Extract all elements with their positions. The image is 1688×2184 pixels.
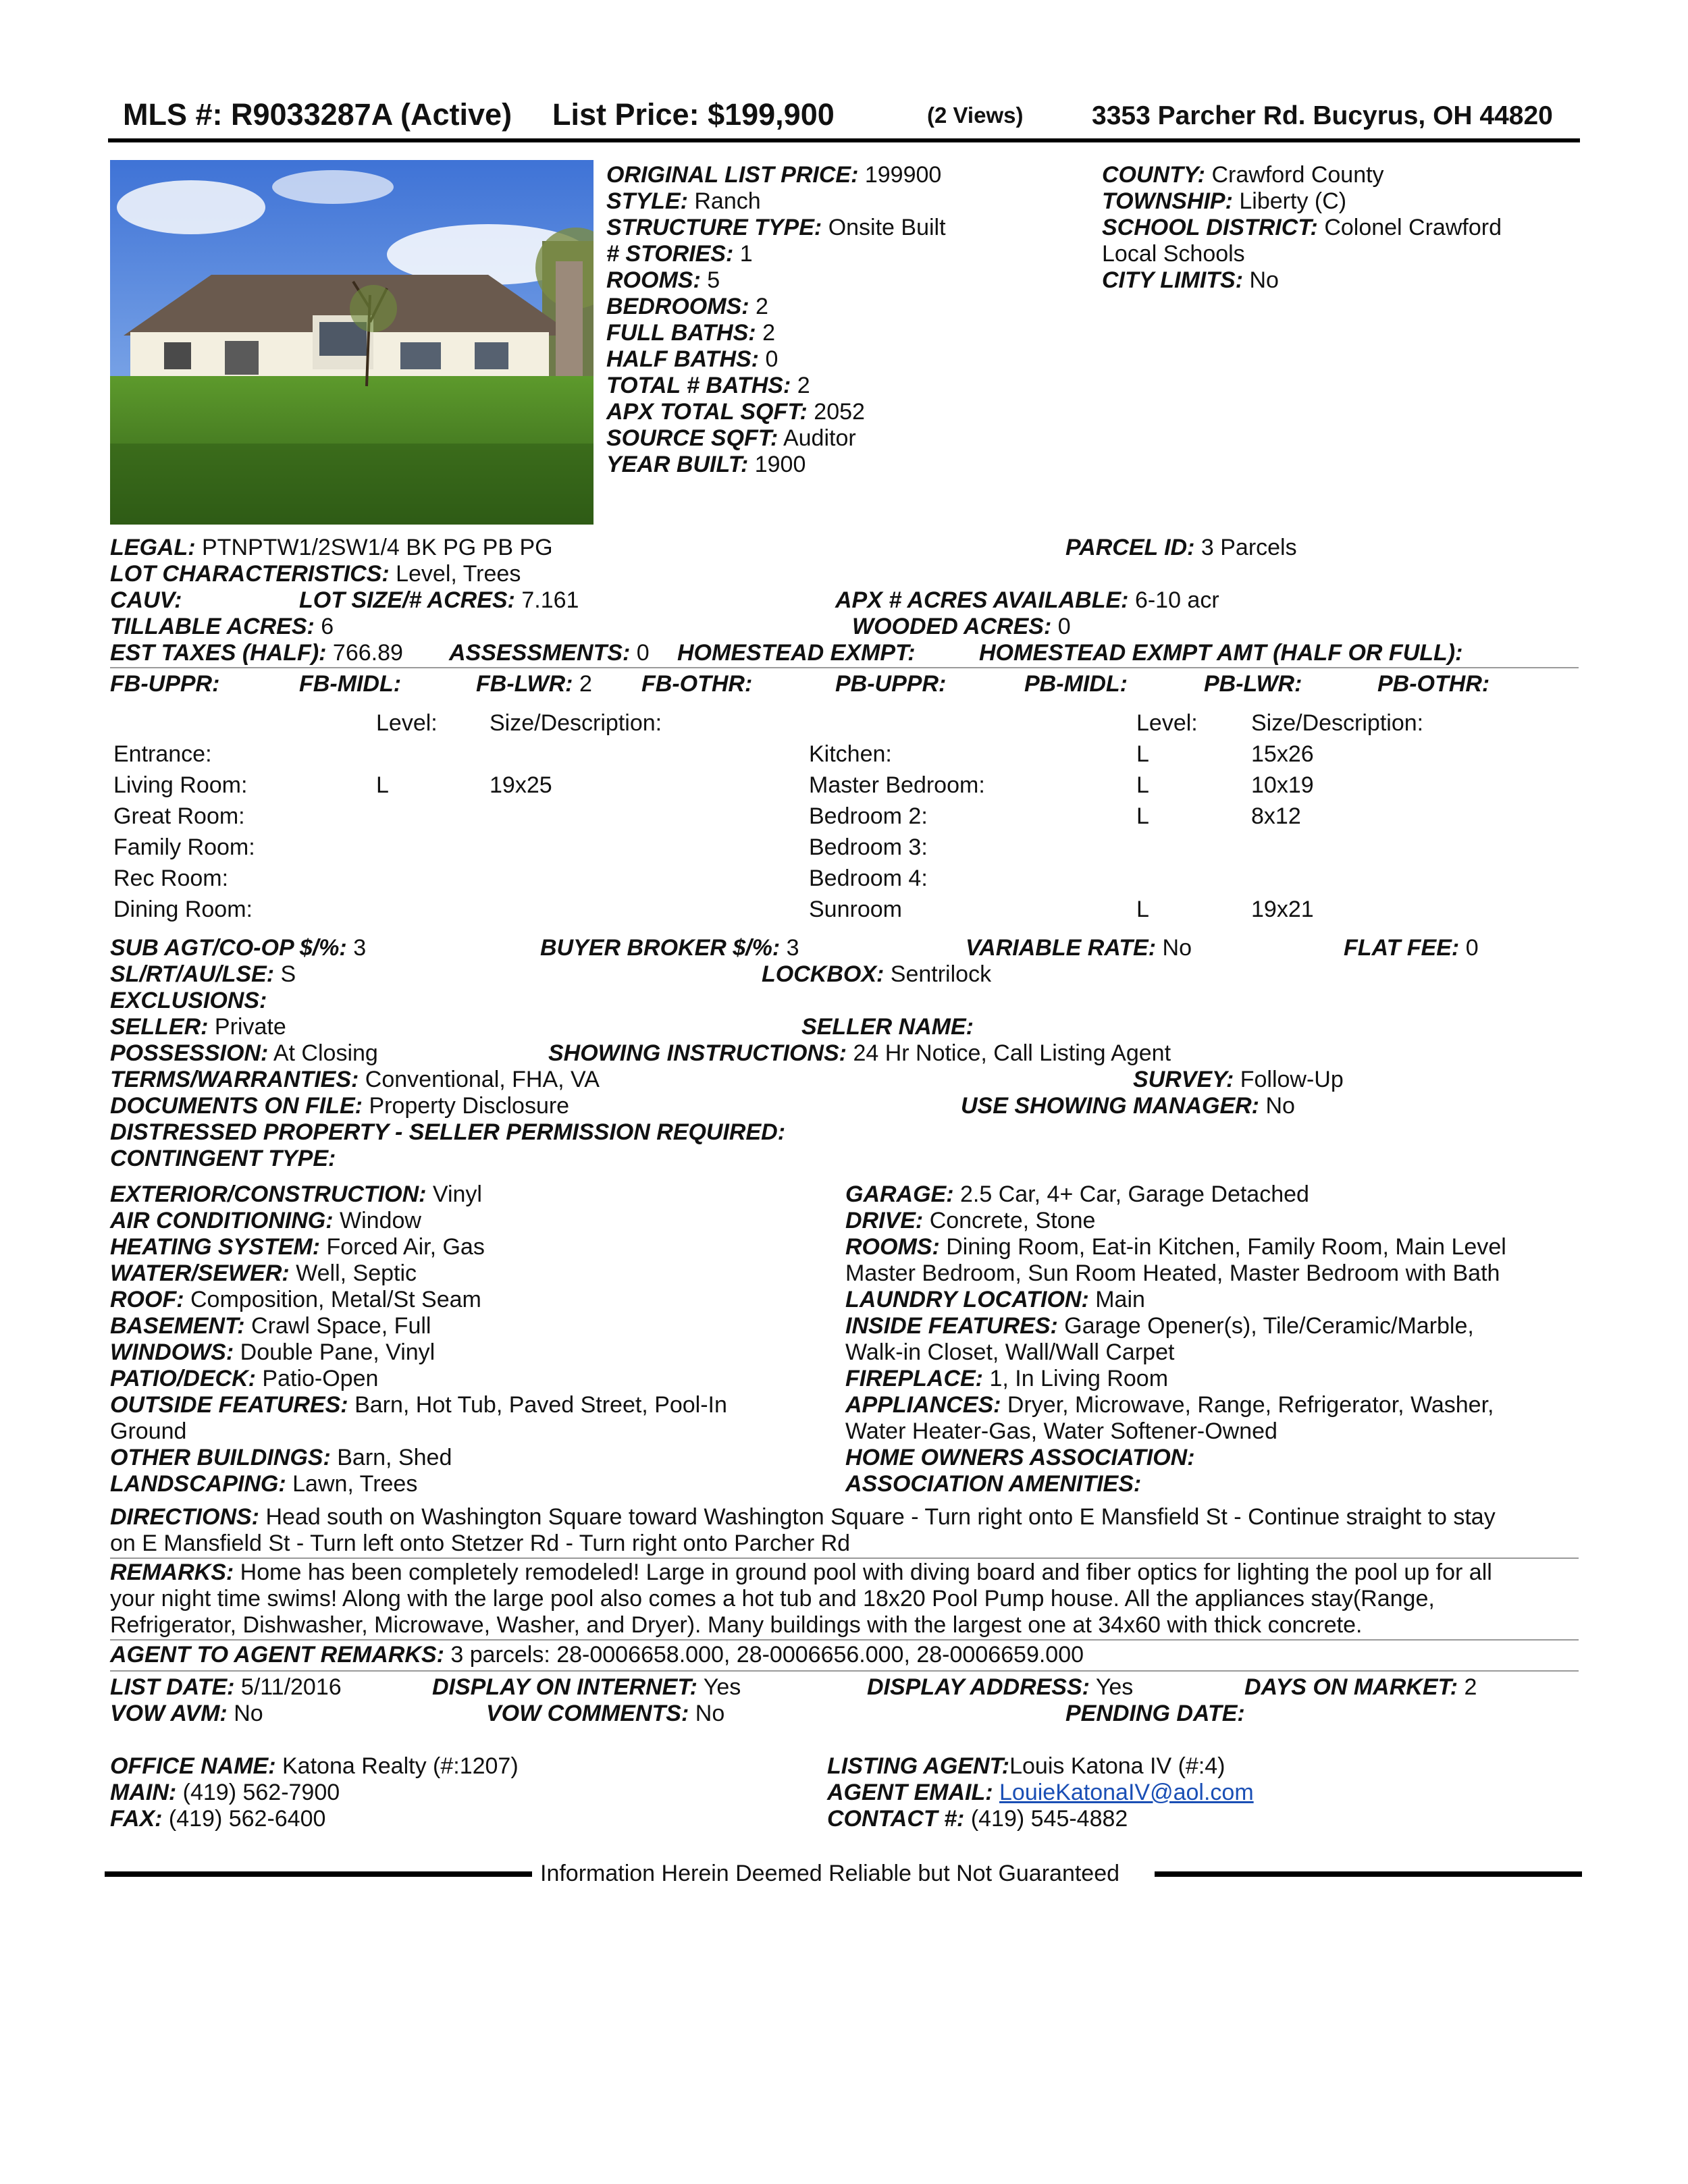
outside-features: OUTSIDE FEATURES: Barn, Hot Tub, Paved Street, Pool-In [110,1392,727,1418]
terms-warranties: TERMS/WARRANTIES: Conventional, FHA, VA [110,1067,600,1092]
landscaping: LANDSCAPING: Lawn, Trees [110,1471,418,1497]
footer-rule-left [105,1871,532,1877]
parcel-id: PARCEL ID: 3 Parcels [1065,535,1297,560]
distressed-property: DISTRESSED PROPERTY - SELLER PERMISSION REQUIRED: [110,1119,786,1145]
display-address: DISPLAY ADDRESS: Yes [867,1674,1134,1700]
wooded-acres: WOODED ACRES: 0 [852,614,1071,639]
room-name: Family Room: [113,834,255,860]
water-sewer: WATER/SEWER: Well, Septic [110,1260,417,1286]
lockbox: LOCKBOX: Sentrilock [762,961,992,987]
rooms-features-cont: Master Bedroom, Sun Room Heated, Master Bedroom with Bath [845,1260,1500,1286]
assessments: ASSESSMENTS: 0 [449,640,650,666]
detail-full-baths: FULL BATHS: 2 [606,320,775,346]
roof: ROOF: Composition, Metal/St Seam [110,1287,481,1312]
room-size [1251,863,1314,894]
garage: GARAGE: 2.5 Car, 4+ Car, Garage Detached [845,1181,1309,1207]
lot-size: LOT SIZE/# ACRES: 7.161 [299,587,579,613]
header-rule [108,138,1580,142]
room-size [490,863,552,894]
room-level [1136,863,1149,894]
listing-agent: LISTING AGENT:Louis Katona IV (#:4) [827,1753,1225,1779]
fireplace: FIREPLACE: 1, In Living Room [845,1366,1169,1391]
pb-lwr: PB-LWR: [1204,671,1302,697]
room-level [376,801,389,832]
detail-school-district-cont: Local Schools [1102,241,1245,267]
lot-divider [110,667,1579,668]
location-details [1102,162,1502,294]
detail-city-limits: CITY LIMITS: No [1102,267,1279,293]
fb-othr: FB-OTHR: [641,671,753,697]
rooms-size-header: Size/Description: [490,710,662,736]
lot-characteristics: LOT CHARACTERISTICS: Level, Trees [110,561,521,587]
possession: POSSESSION: At Closing [110,1040,378,1066]
listing-details [606,162,946,478]
detail-township: TOWNSHIP: Liberty (C) [1102,188,1347,214]
inside-features: INSIDE FEATURES: Garage Opener(s), Tile/Ceramic/Marble, [845,1313,1474,1339]
remarks-divider [110,1639,1579,1641]
est-taxes: EST TAXES (HALF): 766.89 [110,640,403,666]
inside-features-cont: Walk-in Closet, Wall/Wall Carpet [845,1339,1175,1365]
room-name: Bedroom 4: [809,865,928,891]
room-level [376,832,389,863]
view-count: (2 Views) [927,103,1024,128]
room-name: Bedroom 3: [809,834,928,860]
tillable-acres: TILLABLE ACRES: 6 [110,614,334,639]
use-showing-manager: USE SHOWING MANAGER: No [961,1093,1295,1119]
exclusions: EXCLUSIONS: [110,988,267,1013]
fb-midl: FB-MIDL: [299,671,402,697]
room-sizes-right [1251,739,1314,925]
room-levels-left [376,739,389,925]
property-address: 3353 Parcher Rd. Bucyrus, OH 44820 [1092,101,1553,130]
directions-divider [110,1557,1579,1559]
fb-lwr: FB-LWR: 2 [476,671,592,697]
detail-county: COUNTY: Crawford County [1102,162,1384,188]
rooms-size-header-2: Size/Description: [1251,710,1424,736]
remarks: REMARKS: Home has been completely remodeled! Large in ground pool with diving board and fiber optics for lighting the pool up for all your night time swims! Along with the large pool also comes a hot tub and 18x20 Pool Pump house. All the appliances stay(Range, Refrigerator, Dishwasher, Microwave, Washer, and Dryer). Many buildings with the largest one at 34x60 with thick concrete. [110,1560,1492,1638]
office-name: OFFICE NAME: Katona Realty (#:1207) [110,1753,519,1779]
room-level [376,863,389,894]
agent-contact: CONTACT #: (419) 545-4882 [827,1806,1128,1832]
agent-to-agent-remarks: AGENT TO AGENT REMARKS: 3 parcels: 28-0006658.000, 28-0006656.000, 28-0006659.000 [110,1642,1084,1668]
room-sizes-left [490,739,552,925]
detail-rooms: ROOMS: 5 [606,267,720,293]
other-buildings: OTHER BUILDINGS: Barn, Shed [110,1445,452,1470]
office-fax: FAX: (419) 562-6400 [110,1806,326,1832]
room-size: 15x26 [1251,741,1314,767]
rooms-features: ROOMS: Dining Room, Eat-in Kitchen, Family Room, Main Level [845,1234,1506,1260]
apx-acres-available: APX # ACRES AVAILABLE: 6-10 acr [835,587,1219,613]
flat-fee: FLAT FEE: 0 [1344,935,1479,961]
office-main-phone: MAIN: (419) 562-7900 [110,1780,340,1805]
room-size: 10x19 [1251,772,1314,798]
room-size [1251,832,1314,863]
cauv: CAUV: [110,587,182,613]
basement: BASEMENT: Crawl Space, Full [110,1313,431,1339]
room-level: L [1136,741,1149,767]
exterior-construction: EXTERIOR/CONSTRUCTION: Vinyl [110,1181,482,1207]
showing-instructions: SHOWING INSTRUCTIONS: 24 Hr Notice, Call Listing Agent [548,1040,1171,1066]
pb-othr: PB-OTHR: [1377,671,1490,697]
sale-type: SL/RT/AU/LSE: S [110,961,296,987]
room-size [490,801,552,832]
room-name: Kitchen: [809,741,892,767]
room-size: 19x21 [1251,897,1314,922]
appliances-cont: Water Heater-Gas, Water Softener-Owned [845,1418,1277,1444]
appliances: APPLIANCES: Dryer, Microwave, Range, Refrigerator, Washer, [845,1392,1494,1418]
laundry-location: LAUNDRY LOCATION: Main [845,1287,1145,1312]
room-size [490,832,552,863]
pb-uppr: PB-UPPR: [835,671,947,697]
room-level: L [376,772,389,798]
vow-avm: VOW AVM: No [110,1701,263,1726]
agent-email: AGENT EMAIL: LouieKatonaIV@aol.com [827,1780,1254,1805]
fb-uppr: FB-UPPR: [110,671,220,697]
survey: SURVEY: Follow-Up [1133,1067,1344,1092]
detail-original-price: ORIGINAL LIST PRICE: 199900 [606,162,942,188]
drive: DRIVE: Concrete, Stone [845,1208,1096,1233]
features-right [845,1181,1506,1497]
documents-on-file: DOCUMENTS ON FILE: Property Disclosure [110,1093,570,1119]
outside-features-cont: Ground [110,1418,187,1444]
vow-comments: VOW COMMENTS: No [486,1701,725,1726]
detail-style: STYLE: Ranch [606,188,761,214]
room-name: Master Bedroom: [809,772,985,798]
detail-source-sqft: SOURCE SQFT: Auditor [606,425,856,451]
property-photo [110,160,594,525]
room-level [376,894,389,925]
room-name: Great Room: [113,803,245,829]
association-amenities: ASSOCIATION AMENITIES: [845,1471,1142,1497]
room-name: Dining Room: [113,897,253,922]
seller: SELLER: Private [110,1014,286,1040]
heating-system: HEATING SYSTEM: Forced Air, Gas [110,1234,485,1260]
seller-name: SELLER NAME: [801,1014,974,1040]
agent-remarks-divider [110,1670,1579,1672]
air-conditioning: AIR CONDITIONING: Window [110,1208,421,1233]
days-on-market: DAYS ON MARKET: 2 [1244,1674,1477,1700]
room-levels-right [1136,739,1149,925]
pending-date: PENDING DATE: [1065,1701,1245,1726]
room-name: Sunroom [809,897,902,922]
room-name: Bedroom 2: [809,803,928,829]
room-size [490,894,552,925]
detail-half-baths: HALF BATHS: 0 [606,346,779,372]
rooms-level-header-2: Level: [1136,710,1198,736]
contingent-type: CONTINGENT TYPE: [110,1146,336,1171]
agent-info [827,1753,1254,1832]
pb-midl: PB-MIDL: [1024,671,1128,697]
room-level [376,739,389,770]
room-names-left [113,739,255,925]
room-name: Entrance: [113,741,212,767]
display-on-internet: DISPLAY ON INTERNET: Yes [432,1674,741,1700]
homestead-exempt: HOMESTEAD EXMPT: [677,640,916,666]
room-size: 19x25 [490,772,552,798]
list-price: List Price: $199,900 [552,97,835,132]
legal: LEGAL: PTNPTW1/2SW1/4 BK PG PB PG [110,535,553,560]
detail-total-baths: TOTAL # BATHS: 2 [606,373,810,398]
room-names-right [809,739,985,925]
directions: DIRECTIONS: Head south on Washington Square toward Washington Square - Turn right onto E Mansfield St - Continue straight to stay on E Mansfield St - Turn left onto Stetzer Rd - Turn right onto Parcher Rd [110,1504,1496,1556]
sub-agent-coop: SUB AGT/CO-OP $/%: 3 [110,935,367,961]
room-level: L [1136,772,1149,798]
detail-stories: # STORIES: 1 [606,241,753,267]
patio-deck: PATIO/DECK: Patio-Open [110,1366,379,1391]
rooms-level-header: Level: [376,710,438,736]
office-info [110,1753,519,1832]
room-level [1136,832,1149,863]
features-left [110,1181,727,1497]
detail-bedrooms: BEDROOMS: 2 [606,294,768,319]
detail-school-district: SCHOOL DISTRICT: Colonel Crawford [1102,215,1502,240]
agent-email-link[interactable]: LouieKatonaIV@aol.com [999,1780,1254,1805]
variable-rate: VARIABLE RATE: No [966,935,1192,961]
footer-rule-right [1155,1871,1582,1877]
detail-structure-type: STRUCTURE TYPE: Onsite Built [606,215,946,240]
detail-year-built: YEAR BUILT: 1900 [606,452,806,477]
buyer-broker: BUYER BROKER $/%: 3 [540,935,799,961]
room-name: Rec Room: [113,865,229,891]
homestead-exempt-amount: HOMESTEAD EXMPT AMT (HALF OR FULL): [979,640,1463,666]
room-size [490,739,552,770]
detail-total-sqft: APX TOTAL SQFT: 2052 [606,399,865,425]
room-level: L [1136,897,1149,922]
home-owners-association: HOME OWNERS ASSOCIATION: [845,1445,1195,1470]
mls-number: MLS #: R9033287A (Active) [123,97,512,132]
room-level: L [1136,803,1149,829]
list-date: LIST DATE: 5/11/2016 [110,1674,342,1700]
windows: WINDOWS: Double Pane, Vinyl [110,1339,436,1365]
disclaimer: Information Herein Deemed Reliable but Not Guaranteed [540,1861,1120,1886]
room-size: 8x12 [1251,803,1301,829]
room-name: Living Room: [113,772,248,798]
